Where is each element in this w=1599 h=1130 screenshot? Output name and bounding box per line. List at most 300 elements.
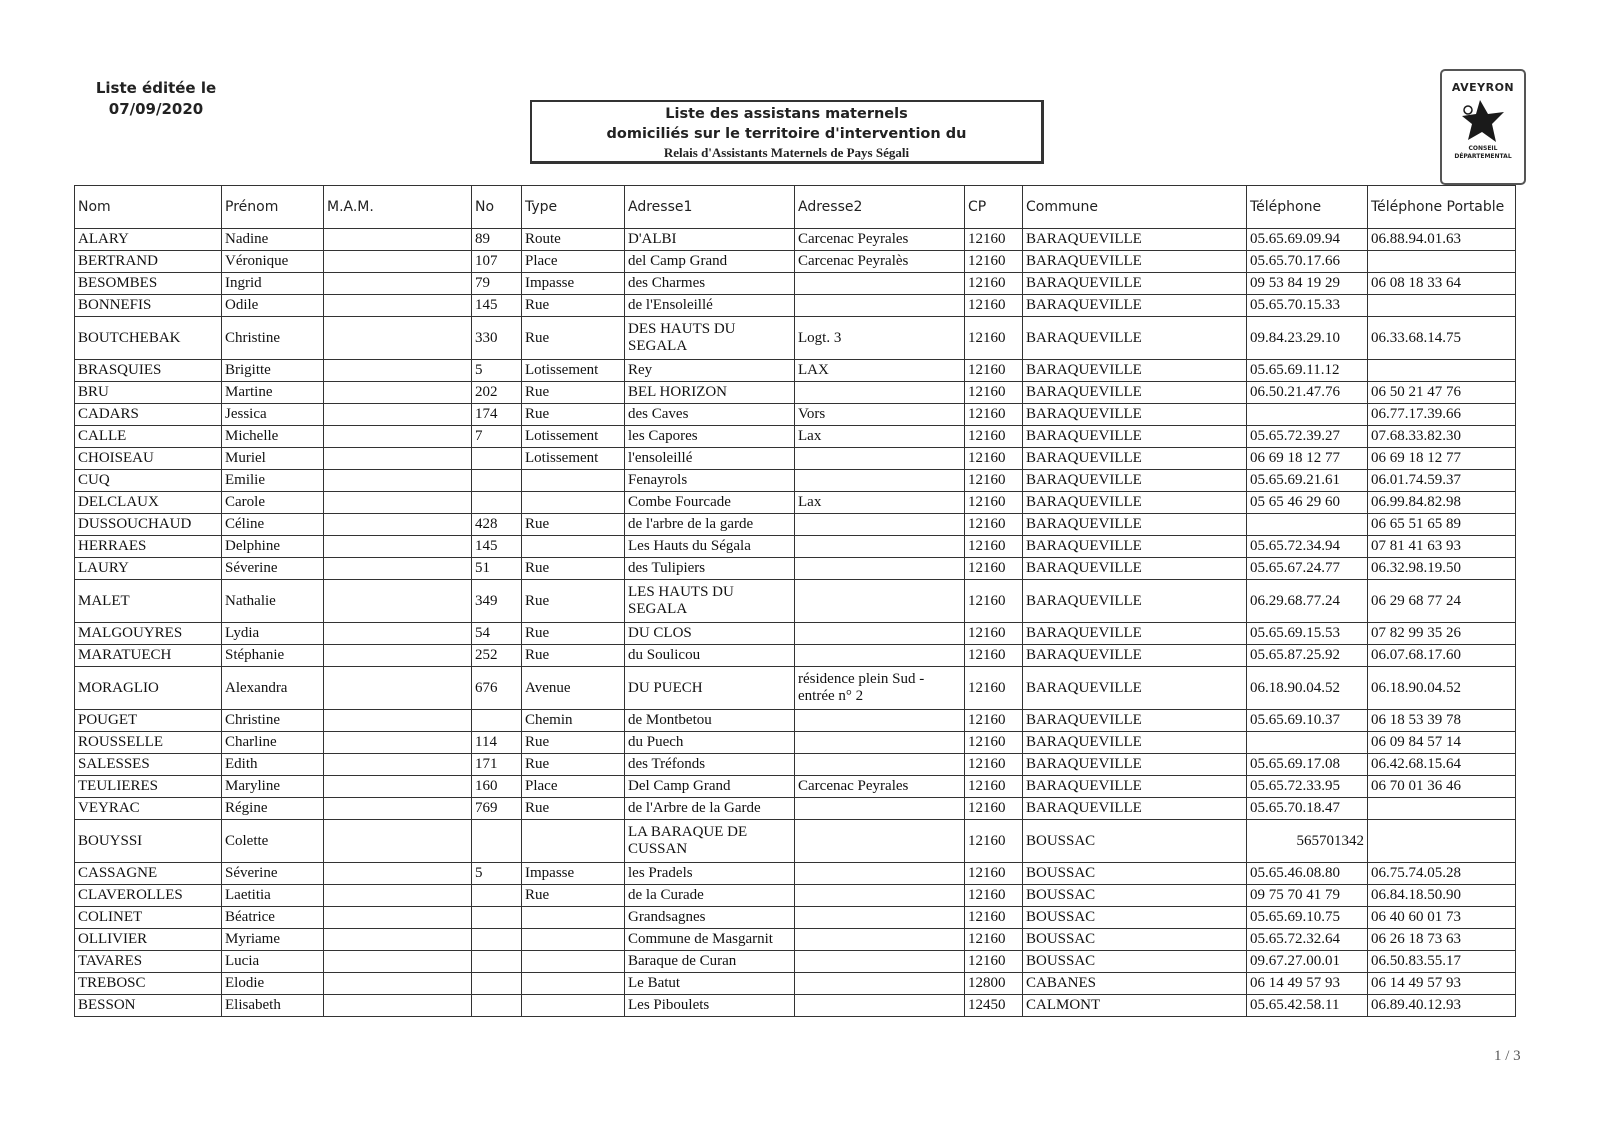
edition-date: 07/09/2020 xyxy=(108,100,204,118)
table-row xyxy=(75,732,1516,754)
table-cell xyxy=(795,820,965,863)
table-cell: MARATUECH xyxy=(75,645,222,667)
table-cell xyxy=(324,514,472,536)
table-row xyxy=(75,667,1516,710)
table-cell xyxy=(1247,732,1368,754)
table-cell: 05 65 46 29 60 xyxy=(1247,492,1368,514)
table-cell: Régine xyxy=(222,798,324,820)
table-cell: VEYRAC xyxy=(75,798,222,820)
table-cell: 06 14 49 57 93 xyxy=(1247,973,1368,995)
table-cell: 09 53 84 19 29 xyxy=(1247,273,1368,295)
table-cell: 5 xyxy=(472,863,522,885)
table-row xyxy=(75,798,1516,820)
table-cell xyxy=(324,732,472,754)
table-cell: COLINET xyxy=(75,907,222,929)
table-row xyxy=(75,580,1516,623)
table-cell: Laetitia xyxy=(222,885,324,907)
table-cell: CLAVEROLLES xyxy=(75,885,222,907)
table-row xyxy=(75,295,1516,317)
table-cell: Brigitte xyxy=(222,360,324,382)
table-cell: 05.65.67.24.77 xyxy=(1247,558,1368,580)
table-cell: 565701342 xyxy=(1247,820,1368,863)
table-cell: OLLIVIER xyxy=(75,929,222,951)
table-cell xyxy=(795,448,965,470)
table-cell: BARAQUEVILLE xyxy=(1023,732,1247,754)
table-cell: BOUYSSI xyxy=(75,820,222,863)
table-cell: BARAQUEVILLE xyxy=(1023,448,1247,470)
table-cell: 06 26 18 73 63 xyxy=(1368,929,1516,951)
table-cell: des Tréfonds xyxy=(625,754,795,776)
table-cell: Carcenac Peyrales xyxy=(795,229,965,251)
table-cell: 330 xyxy=(472,317,522,360)
table-cell: Edith xyxy=(222,754,324,776)
table-cell xyxy=(522,907,625,929)
table-cell: de l'Ensoleillé xyxy=(625,295,795,317)
table-cell: Lax xyxy=(795,492,965,514)
table-cell xyxy=(324,273,472,295)
table-cell: 12160 xyxy=(965,929,1023,951)
table-cell: 12160 xyxy=(965,885,1023,907)
table-cell: 05.65.69.09.94 xyxy=(1247,229,1368,251)
table-cell xyxy=(795,273,965,295)
table-row xyxy=(75,558,1516,580)
table-cell: 12160 xyxy=(965,229,1023,251)
table-cell: Rue xyxy=(522,514,625,536)
table-cell: de l'arbre de la garde xyxy=(625,514,795,536)
table-cell xyxy=(795,754,965,776)
table-cell: BARAQUEVILLE xyxy=(1023,273,1247,295)
table-cell: 05.65.87.25.92 xyxy=(1247,645,1368,667)
table-cell xyxy=(324,470,472,492)
table-cell: Rue xyxy=(522,558,625,580)
assistants-table xyxy=(74,185,1516,1017)
table-cell: Stéphanie xyxy=(222,645,324,667)
table-cell: 12800 xyxy=(965,973,1023,995)
table-cell: Christine xyxy=(222,317,324,360)
table-cell: Rue xyxy=(522,885,625,907)
edition-label: Liste éditée le xyxy=(95,79,217,97)
table-row xyxy=(75,404,1516,426)
table-cell: Le Batut xyxy=(625,973,795,995)
table-cell: 09.67.27.00.01 xyxy=(1247,951,1368,973)
table-cell: LAX xyxy=(795,360,965,382)
table-cell: de l'Arbre de la Garde xyxy=(625,798,795,820)
table-cell: 12160 xyxy=(965,907,1023,929)
table-cell: BARAQUEVILLE xyxy=(1023,776,1247,798)
table-cell: BOUSSAC xyxy=(1023,907,1247,929)
table-row xyxy=(75,645,1516,667)
table-cell: ALARY xyxy=(75,229,222,251)
table-cell xyxy=(472,885,522,907)
table-cell: 12160 xyxy=(965,404,1023,426)
table-row xyxy=(75,229,1516,251)
table-row xyxy=(75,514,1516,536)
table-cell: 07 82 99 35 26 xyxy=(1368,623,1516,645)
table-cell xyxy=(795,645,965,667)
table-row xyxy=(75,973,1516,995)
table-cell: BARAQUEVILLE xyxy=(1023,229,1247,251)
table-cell: Place xyxy=(522,251,625,273)
table-cell: 06 70 01 36 46 xyxy=(1368,776,1516,798)
table-cell: 12160 xyxy=(965,623,1023,645)
table-cell: 12160 xyxy=(965,710,1023,732)
table-cell: 06.33.68.14.75 xyxy=(1368,317,1516,360)
table-cell: DUSSOUCHAUD xyxy=(75,514,222,536)
table-cell: 05.65.70.15.33 xyxy=(1247,295,1368,317)
title-line-3: Relais d'Assistants Maternels de Pays Ségali xyxy=(663,145,910,160)
table-cell: Place xyxy=(522,776,625,798)
table-row xyxy=(75,710,1516,732)
table-cell: Lydia xyxy=(222,623,324,645)
table-cell: 12160 xyxy=(965,426,1023,448)
table-cell xyxy=(795,929,965,951)
table-cell: Rey xyxy=(625,360,795,382)
table-cell: 07.68.33.82.30 xyxy=(1368,426,1516,448)
table-cell: 145 xyxy=(472,295,522,317)
table-cell: Alexandra xyxy=(222,667,324,710)
table-cell: 145 xyxy=(472,536,522,558)
table-cell: TAVARES xyxy=(75,951,222,973)
table-cell xyxy=(324,360,472,382)
table-cell: BOUSSAC xyxy=(1023,885,1247,907)
table-cell: 12160 xyxy=(965,776,1023,798)
table-cell: 05.65.69.17.08 xyxy=(1247,754,1368,776)
table-cell: 114 xyxy=(472,732,522,754)
table-cell: 12160 xyxy=(965,863,1023,885)
table-cell xyxy=(522,470,625,492)
table-cell: BARAQUEVILLE xyxy=(1023,360,1247,382)
table-cell: 51 xyxy=(472,558,522,580)
table-cell: 09 75 70 41 79 xyxy=(1247,885,1368,907)
table-cell: BARAQUEVILLE xyxy=(1023,798,1247,820)
table-cell: 06 69 18 12 77 xyxy=(1247,448,1368,470)
table-cell xyxy=(324,951,472,973)
table-cell xyxy=(472,907,522,929)
table-cell: résidence plein Sud - entrée n° 2 xyxy=(795,667,965,710)
table-cell: BARAQUEVILLE xyxy=(1023,536,1247,558)
table-cell: 12160 xyxy=(965,645,1023,667)
table-cell: BARAQUEVILLE xyxy=(1023,404,1247,426)
table-cell: 12160 xyxy=(965,382,1023,404)
table-cell: TEULIERES xyxy=(75,776,222,798)
table-cell: Combe Fourcade xyxy=(625,492,795,514)
table-cell: Rue xyxy=(522,580,625,623)
table-cell: 12160 xyxy=(965,667,1023,710)
table-cell: BARAQUEVILLE xyxy=(1023,317,1247,360)
col-header: Prénom xyxy=(222,186,324,229)
table-cell: BOUTCHEBAK xyxy=(75,317,222,360)
table-cell xyxy=(324,820,472,863)
table-cell: Les Piboulets xyxy=(625,995,795,1017)
table-cell: Muriel xyxy=(222,448,324,470)
table-cell: 428 xyxy=(472,514,522,536)
table-cell xyxy=(324,754,472,776)
table-cell: BESSON xyxy=(75,995,222,1017)
table-cell: LA BARAQUE DE CUSSAN xyxy=(625,820,795,863)
table-cell xyxy=(472,995,522,1017)
star-icon xyxy=(1458,98,1508,144)
table-cell: 06.42.68.15.64 xyxy=(1368,754,1516,776)
table-cell xyxy=(795,885,965,907)
table-cell: 06.50.83.55.17 xyxy=(1368,951,1516,973)
col-header: Téléphone Portable xyxy=(1368,186,1516,229)
table-cell: Lotissement xyxy=(522,426,625,448)
table-cell: BERTRAND xyxy=(75,251,222,273)
table-cell: CALMONT xyxy=(1023,995,1247,1017)
table-cell xyxy=(324,558,472,580)
table-cell: Route xyxy=(522,229,625,251)
table-cell xyxy=(324,645,472,667)
table-cell: Myriame xyxy=(222,929,324,951)
table-cell: Séverine xyxy=(222,558,324,580)
table-cell: 79 xyxy=(472,273,522,295)
table-cell: 06 14 49 57 93 xyxy=(1368,973,1516,995)
table-row xyxy=(75,623,1516,645)
table-cell: 05.65.72.33.95 xyxy=(1247,776,1368,798)
table-cell: BEL HORIZON xyxy=(625,382,795,404)
table-cell: Rue xyxy=(522,798,625,820)
table-cell xyxy=(472,492,522,514)
table-cell: Logt. 3 xyxy=(795,317,965,360)
table-cell: 89 xyxy=(472,229,522,251)
table-cell: BRASQUIES xyxy=(75,360,222,382)
table-cell: 12160 xyxy=(965,820,1023,863)
table-cell xyxy=(324,973,472,995)
table-cell: Chemin xyxy=(522,710,625,732)
table-cell: l'ensoleillé xyxy=(625,448,795,470)
table-cell: Rue xyxy=(522,623,625,645)
table-cell: 06.01.74.59.37 xyxy=(1368,470,1516,492)
title-line-2: domiciliés sur le territoire d'intervention du xyxy=(606,126,967,142)
table-cell xyxy=(324,404,472,426)
table-cell xyxy=(472,820,522,863)
table-cell: BARAQUEVILLE xyxy=(1023,426,1247,448)
table-cell: 769 xyxy=(472,798,522,820)
table-cell: 06.18.90.04.52 xyxy=(1247,667,1368,710)
table-cell xyxy=(795,470,965,492)
table-cell xyxy=(795,995,965,1017)
table-cell: 09.84.23.29.10 xyxy=(1247,317,1368,360)
table-cell: 07 81 41 63 93 xyxy=(1368,536,1516,558)
table-cell: 05.65.69.11.12 xyxy=(1247,360,1368,382)
table-cell: 06.88.94.01.63 xyxy=(1368,229,1516,251)
table-cell xyxy=(324,295,472,317)
table-cell: Commune de Masgarnit xyxy=(625,929,795,951)
table-cell: Charline xyxy=(222,732,324,754)
table-cell: 12160 xyxy=(965,536,1023,558)
table-cell xyxy=(324,580,472,623)
table-cell: 12160 xyxy=(965,295,1023,317)
table-cell xyxy=(324,798,472,820)
table-cell: 107 xyxy=(472,251,522,273)
table-cell: 06.77.17.39.66 xyxy=(1368,404,1516,426)
table-cell: de Montbetou xyxy=(625,710,795,732)
table-cell: 06 29 68 77 24 xyxy=(1368,580,1516,623)
table-cell: 12160 xyxy=(965,732,1023,754)
table-cell: BARAQUEVILLE xyxy=(1023,645,1247,667)
col-header: No xyxy=(472,186,522,229)
col-header: Nom xyxy=(75,186,222,229)
table-cell xyxy=(795,536,965,558)
table-cell: 05.65.70.18.47 xyxy=(1247,798,1368,820)
table-cell: BOUSSAC xyxy=(1023,863,1247,885)
table-cell xyxy=(1368,360,1516,382)
table-cell: 54 xyxy=(472,623,522,645)
table-cell: BARAQUEVILLE xyxy=(1023,514,1247,536)
table-row xyxy=(75,360,1516,382)
edition-date-block xyxy=(86,78,226,120)
col-header: Type xyxy=(522,186,625,229)
table-cell: Impasse xyxy=(522,863,625,885)
table-cell xyxy=(795,863,965,885)
table-cell: BARAQUEVILLE xyxy=(1023,580,1247,623)
table-cell: TREBOSC xyxy=(75,973,222,995)
table-row xyxy=(75,995,1516,1017)
table-cell: Lucia xyxy=(222,951,324,973)
logo-sub-line-1: CONSEIL xyxy=(1468,145,1498,152)
table-cell: Michelle xyxy=(222,426,324,448)
table-cell: 12160 xyxy=(965,492,1023,514)
table-cell: Odile xyxy=(222,295,324,317)
document-title-box xyxy=(530,100,1044,164)
table-cell: BESOMBES xyxy=(75,273,222,295)
table-cell xyxy=(522,492,625,514)
table-cell: 06.18.90.04.52 xyxy=(1368,667,1516,710)
table-cell: des Charmes xyxy=(625,273,795,295)
table-cell: BARAQUEVILLE xyxy=(1023,623,1247,645)
table-cell: Rue xyxy=(522,754,625,776)
table-row xyxy=(75,863,1516,885)
table-cell: Carole xyxy=(222,492,324,514)
table-cell: 12160 xyxy=(965,580,1023,623)
table-row xyxy=(75,951,1516,973)
table-cell: Elodie xyxy=(222,973,324,995)
table-cell xyxy=(795,951,965,973)
table-cell: 12160 xyxy=(965,251,1023,273)
table-row xyxy=(75,492,1516,514)
table-cell: 05.65.69.10.37 xyxy=(1247,710,1368,732)
table-cell: 05.65.69.21.61 xyxy=(1247,470,1368,492)
table-cell: Rue xyxy=(522,382,625,404)
table-cell xyxy=(795,907,965,929)
table-cell xyxy=(324,885,472,907)
table-cell: Nathalie xyxy=(222,580,324,623)
table-cell: BARAQUEVILLE xyxy=(1023,295,1247,317)
table-cell xyxy=(522,536,625,558)
table-cell: Rue xyxy=(522,317,625,360)
table-cell: 12160 xyxy=(965,754,1023,776)
table-cell: Béatrice xyxy=(222,907,324,929)
table-cell: del Camp Grand xyxy=(625,251,795,273)
table-cell xyxy=(472,973,522,995)
table-cell: 05.65.46.08.80 xyxy=(1247,863,1368,885)
table-cell: Del Camp Grand xyxy=(625,776,795,798)
table-cell: du Soulicou xyxy=(625,645,795,667)
table-cell: 06.75.74.05.28 xyxy=(1368,863,1516,885)
table-cell: Colette xyxy=(222,820,324,863)
table-cell: Impasse xyxy=(522,273,625,295)
table-cell: des Tulipiers xyxy=(625,558,795,580)
col-header: Commune xyxy=(1023,186,1247,229)
table-cell: 12160 xyxy=(965,558,1023,580)
table-cell: BARAQUEVILLE xyxy=(1023,754,1247,776)
table-cell: 7 xyxy=(472,426,522,448)
table-cell: BARAQUEVILLE xyxy=(1023,558,1247,580)
table-cell: Carcenac Peyralès xyxy=(795,251,965,273)
table-cell xyxy=(1368,251,1516,273)
table-row xyxy=(75,273,1516,295)
table-cell: 05.65.69.15.53 xyxy=(1247,623,1368,645)
table-cell: BOUSSAC xyxy=(1023,951,1247,973)
table-cell: Ingrid xyxy=(222,273,324,295)
table-row xyxy=(75,929,1516,951)
table-cell: 5 xyxy=(472,360,522,382)
table-cell: Véronique xyxy=(222,251,324,273)
table-cell: 12160 xyxy=(965,951,1023,973)
table-cell: BRU xyxy=(75,382,222,404)
table-cell: 12160 xyxy=(965,470,1023,492)
table-cell xyxy=(324,492,472,514)
table-cell: POUGET xyxy=(75,710,222,732)
table-body xyxy=(75,229,1516,1017)
col-header: Adresse1 xyxy=(625,186,795,229)
table-cell xyxy=(1368,295,1516,317)
table-cell: Lotissement xyxy=(522,360,625,382)
table-row xyxy=(75,754,1516,776)
table-cell: DELCLAUX xyxy=(75,492,222,514)
table-cell: 06 65 51 65 89 xyxy=(1368,514,1516,536)
table-cell: BARAQUEVILLE xyxy=(1023,667,1247,710)
table-row xyxy=(75,470,1516,492)
table-cell: Séverine xyxy=(222,863,324,885)
table-cell xyxy=(324,863,472,885)
table-cell xyxy=(324,536,472,558)
table-cell: 12160 xyxy=(965,273,1023,295)
table-cell xyxy=(522,820,625,863)
table-cell: Jessica xyxy=(222,404,324,426)
table-cell: BARAQUEVILLE xyxy=(1023,382,1247,404)
table-cell xyxy=(324,317,472,360)
table-cell: DU CLOS xyxy=(625,623,795,645)
table-cell xyxy=(472,929,522,951)
table-cell xyxy=(324,667,472,710)
table-cell xyxy=(1247,404,1368,426)
table-cell: Emilie xyxy=(222,470,324,492)
col-header: M.A.M. xyxy=(324,186,472,229)
table-cell xyxy=(1368,798,1516,820)
table-cell: 06 40 60 01 73 xyxy=(1368,907,1516,929)
table-cell: SALESSES xyxy=(75,754,222,776)
table-cell: D'ALBI xyxy=(625,229,795,251)
table-cell: 05.65.72.34.94 xyxy=(1247,536,1368,558)
table-cell: Grandsagnes xyxy=(625,907,795,929)
table-cell: 160 xyxy=(472,776,522,798)
table-cell xyxy=(795,295,965,317)
table-cell: 06.84.18.50.90 xyxy=(1368,885,1516,907)
table-cell xyxy=(795,973,965,995)
table-cell: 12160 xyxy=(965,360,1023,382)
table-cell xyxy=(795,514,965,536)
table-cell xyxy=(324,382,472,404)
page-number: 1 / 3 xyxy=(1494,1048,1521,1064)
table-cell: 171 xyxy=(472,754,522,776)
table-cell: 05.65.42.58.11 xyxy=(1247,995,1368,1017)
table-cell xyxy=(795,580,965,623)
table-cell xyxy=(522,929,625,951)
table-cell: BARAQUEVILLE xyxy=(1023,470,1247,492)
table-cell: Rue xyxy=(522,295,625,317)
logo-brand: AVEYRON xyxy=(1451,81,1515,94)
